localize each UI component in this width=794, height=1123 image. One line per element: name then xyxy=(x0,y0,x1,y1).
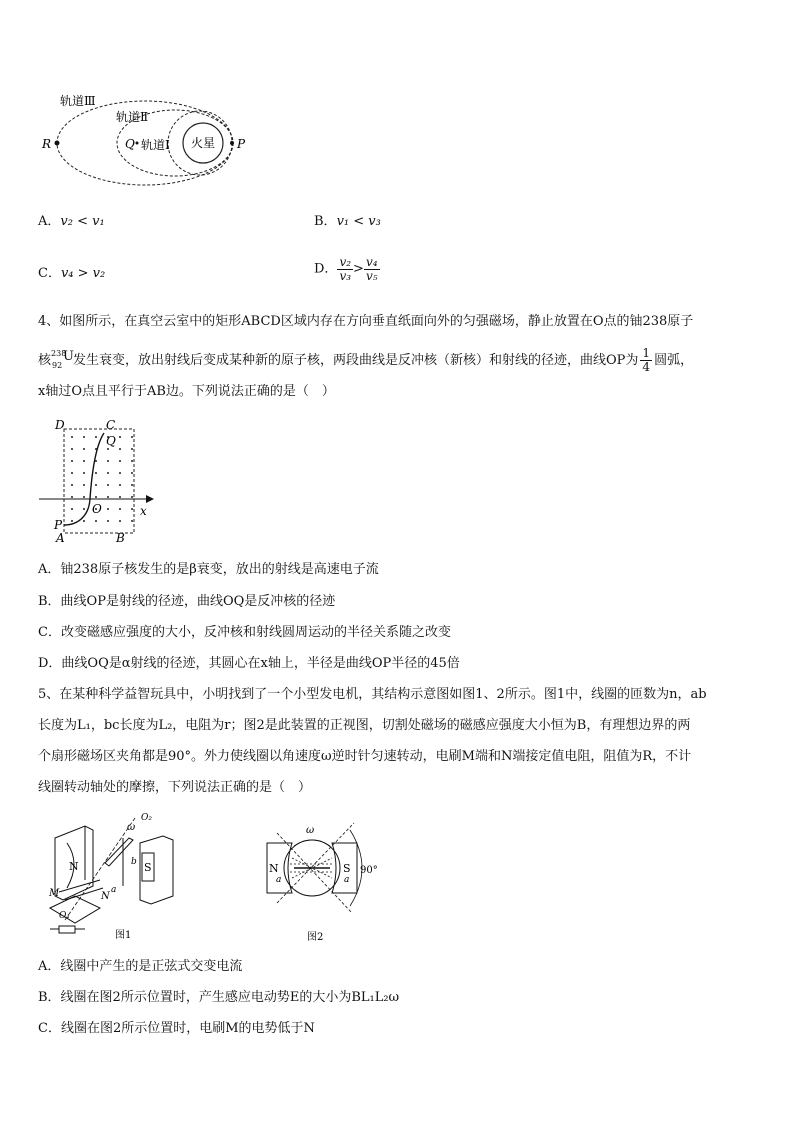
fig1-a-label: a xyxy=(111,885,117,895)
q3-option-d-frac1 xyxy=(337,256,353,283)
point-r-label: R xyxy=(42,137,52,151)
coil xyxy=(105,838,133,866)
q4-stem-line3: x轴过O点且平行于AB边。下列说法正确的是（ ） xyxy=(38,384,335,399)
field-dot xyxy=(119,460,121,462)
nuclide-mass: 238 xyxy=(51,349,67,358)
label-mars: 火星 xyxy=(191,136,216,150)
q4-option-d[interactable]: D．曲线OQ是α射线的径迹，其圆心在x轴上，半径是曲线OP半径的45倍 xyxy=(38,656,460,671)
field-dots xyxy=(71,436,133,522)
fig1-m-label: M xyxy=(49,888,60,899)
point-q-label: Q xyxy=(125,137,135,151)
nuclide-charge: 92 xyxy=(52,361,63,370)
q4-option-a[interactable]: A．铀238原子核发生的是β衰变，放出的射线是高速电子流 xyxy=(38,562,379,577)
field-dot xyxy=(95,520,97,522)
field-dot xyxy=(71,448,73,450)
frac1-den: v₃ xyxy=(339,269,352,283)
fig1-b-label: b xyxy=(131,857,137,867)
field-dot xyxy=(131,460,133,462)
quarter-fraction xyxy=(640,347,652,374)
field-dot xyxy=(95,472,97,474)
q3-option-b-expr: v₁ < v₃ xyxy=(336,214,381,229)
q3-option-c-label: C． xyxy=(38,266,61,281)
label-q: Q xyxy=(106,434,116,448)
q5-option-a[interactable]: A．线圈中产生的是正弦式交变电流 xyxy=(38,959,243,974)
fig2-s-label: S xyxy=(343,862,351,875)
q3-option-a-expr: v₂ < v₁ xyxy=(60,214,105,229)
field-dot xyxy=(71,484,73,486)
generator-figure-2 xyxy=(262,818,387,946)
fig2-omega-label: ω xyxy=(306,825,315,836)
field-dot xyxy=(83,460,85,462)
field-dot xyxy=(95,496,97,498)
field-dot xyxy=(131,448,133,450)
fig1-o2-label: O₂ xyxy=(141,813,152,823)
label-c: C xyxy=(106,418,116,432)
q3-option-b-label: B． xyxy=(314,214,337,229)
q5-stem-line1: 5、在某种科学益智玩具中，小明找到了一个小型发电机，其结构示意图如图1、2所示。图1中，线圈的匝数为n，ab xyxy=(38,687,707,702)
field-dot xyxy=(119,508,121,510)
base-plate xyxy=(50,896,100,923)
field-dot xyxy=(119,448,121,450)
field-dot xyxy=(131,484,133,486)
q3-option-a[interactable] xyxy=(38,212,105,232)
label-orbit2: 轨道Ⅱ xyxy=(116,110,149,124)
field-dot xyxy=(119,436,121,438)
fig1-s-label: S xyxy=(144,861,152,874)
fig2-angle-label: 90° xyxy=(360,865,378,876)
q5-stem-line3: 个扇形磁场区夹角都是90°。外力使线圈以角速度ω逆时针匀速转动，电刷M端和N端接定值电阻，阻值为R，不计 xyxy=(38,749,692,764)
field-dot xyxy=(71,460,73,462)
field-dot xyxy=(131,508,133,510)
generator-figure-1 xyxy=(45,808,195,943)
point-p-label: P xyxy=(237,137,246,151)
field-dot xyxy=(107,496,109,498)
label-p: P xyxy=(54,518,63,532)
fig2-a-left: a xyxy=(276,875,282,885)
field-dot xyxy=(95,484,97,486)
field-dot xyxy=(107,472,109,474)
field-dot xyxy=(71,472,73,474)
field-dot xyxy=(107,448,109,450)
frac2-den: v₅ xyxy=(365,269,378,283)
field-dot xyxy=(83,472,85,474)
label-orbit1: 轨道Ⅰ xyxy=(141,138,170,152)
q5-option-b[interactable]: B．线圈在图2所示位置时，产生感应电动势E的大小为BL₁L₂ω xyxy=(38,990,400,1005)
field-dot xyxy=(131,472,133,474)
field-dot xyxy=(83,520,85,522)
q4-option-b[interactable]: B．曲线OP是射线的径迹，曲线OQ是反冲核的径迹 xyxy=(38,594,336,609)
fig2-a-right: a xyxy=(344,875,350,885)
q3-option-c[interactable] xyxy=(38,264,105,284)
field-dot xyxy=(131,520,133,522)
field-dot xyxy=(83,484,85,486)
q4-option-c[interactable]: C．改变磁感应强度的大小，反冲核和射线圆周运动的半径关系随之改变 xyxy=(38,625,451,640)
field-dot xyxy=(95,436,97,438)
q3-option-d[interactable] xyxy=(314,256,380,283)
point-q-dot xyxy=(136,142,139,145)
label-o: O xyxy=(92,502,102,516)
label-x: x xyxy=(140,504,147,518)
field-dot xyxy=(119,496,121,498)
field-dot xyxy=(119,472,121,474)
field-dot xyxy=(71,436,73,438)
field-dot xyxy=(83,508,85,510)
q4-stem-line1: 4、如图所示，在真空云室中的矩形ABCD区域内存在方向垂直纸面向外的匀强磁场，静止放置在O点的铀238原子 xyxy=(38,314,694,329)
field-dot xyxy=(119,484,121,486)
q4-line2-tail: 圆弧， xyxy=(654,353,694,368)
fig2-rotation-arrow xyxy=(294,840,330,846)
q3-option-d-frac2 xyxy=(364,256,380,283)
q3-option-a-label: A． xyxy=(38,214,61,229)
field-dot xyxy=(107,484,109,486)
fig1-brush-n-label: N xyxy=(101,891,110,902)
field-dot xyxy=(83,436,85,438)
q4-cloud-chamber-figure xyxy=(34,415,164,545)
field-dot xyxy=(83,496,85,498)
fig2-caption: 图2 xyxy=(307,932,324,943)
field-dot xyxy=(83,448,85,450)
label-a: A xyxy=(56,531,65,545)
q5-stem-line2: 长度为L₁，bc长度为L₂，电阻为r；图2是此装置的正视图，切割处磁场的磁感应强度大小恒为B，有理想边界的两 xyxy=(38,718,691,733)
q4-line2-pre: 核 xyxy=(38,353,52,368)
field-dot xyxy=(107,460,109,462)
field-dot xyxy=(107,520,109,522)
q3-option-c-expr: v₄ > v₂ xyxy=(60,266,106,281)
label-orbit3: 轨道Ⅲ xyxy=(60,94,96,108)
frac2-num: v₄ xyxy=(365,255,378,269)
orbit-figure xyxy=(30,85,260,190)
uranium-nuclide xyxy=(51,347,74,370)
q5-option-c[interactable]: C．线圈在图2所示位置时，电刷M的电势低于N xyxy=(38,1021,315,1036)
nuclide-symbol: U xyxy=(63,349,74,364)
field-dot xyxy=(71,520,73,522)
track-oq xyxy=(90,433,104,499)
fig2-n-label: N xyxy=(269,862,279,875)
point-r-dot xyxy=(55,141,60,146)
fig1-caption: 图1 xyxy=(115,930,132,941)
point-p-dot xyxy=(230,141,234,145)
fig1-omega-label: ω xyxy=(127,822,136,833)
x-axis-arrow xyxy=(146,495,154,503)
q5-stem-line4: 线圈转动轴处的摩擦，下列说法正确的是（ ） xyxy=(38,780,312,795)
quarter-num: 1 xyxy=(642,346,651,360)
field-dot xyxy=(131,496,133,498)
frac1-num: v₂ xyxy=(339,255,352,269)
fig1-o1-label: O₁ xyxy=(59,911,70,921)
label-d: D xyxy=(55,418,65,432)
fig1-n-label: N xyxy=(69,860,79,873)
field-dot xyxy=(107,508,109,510)
q3-option-b[interactable] xyxy=(314,212,381,232)
quarter-den: 4 xyxy=(642,360,651,374)
load-resistor xyxy=(59,926,75,933)
q3-option-d-label: D． xyxy=(314,261,338,277)
field-dot xyxy=(119,520,121,522)
field-dot xyxy=(71,508,73,510)
track-op xyxy=(64,499,90,525)
field-dot xyxy=(131,436,133,438)
label-b: B xyxy=(116,531,125,545)
q4-stem-line2 xyxy=(38,347,693,374)
q4-line2-post: 发生衰变，放出射线后变成某种新的原子核，两段曲线是反冲核（新核）和射线的径迹，曲线OP为 xyxy=(73,353,639,368)
q3-option-d-op: > xyxy=(353,261,364,277)
field-dot xyxy=(71,496,73,498)
